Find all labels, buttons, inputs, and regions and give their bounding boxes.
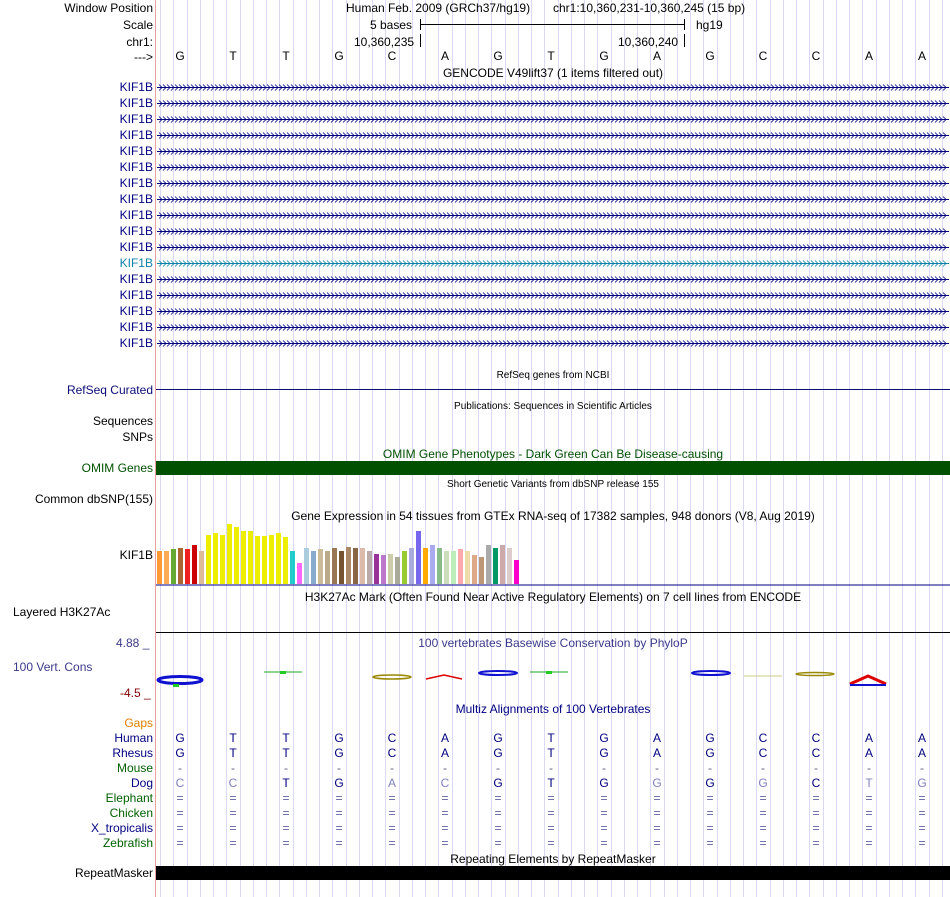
alignment-base: = <box>918 791 926 805</box>
alignment-base: - <box>178 761 182 775</box>
gtex-tissue-bar[interactable] <box>185 549 190 584</box>
alignment-base: C <box>758 746 768 760</box>
phylop-logo-area[interactable] <box>156 664 950 694</box>
gencode-transcript[interactable] <box>157 275 949 284</box>
strand-label: ---> <box>134 50 153 64</box>
alignment-base: = <box>547 821 555 835</box>
alignment-base: - <box>867 761 871 775</box>
alignment-base: = <box>282 821 290 835</box>
assembly-name: Human Feb. 2009 (GRCh37/hg19) <box>346 1 531 15</box>
alignment-base: = <box>865 836 873 850</box>
alignment-base: A <box>917 731 926 745</box>
gtex-tissue-bar[interactable] <box>283 537 288 584</box>
base-letter: A <box>652 49 661 63</box>
gencode-transcript[interactable] <box>157 307 949 316</box>
alignment-base: = <box>918 836 926 850</box>
alignment-base: - <box>549 761 553 775</box>
alignment-base: T <box>865 776 873 790</box>
alignment-base: G <box>175 731 185 745</box>
gencode-gene-label[interactable]: KIF1B <box>119 208 153 222</box>
gencode-gene-label[interactable]: KIF1B <box>119 176 153 190</box>
publications-track-title[interactable]: Publications: Sequences in Scientific Articles <box>454 401 652 412</box>
alignment-base: - <box>814 761 818 775</box>
gtex-tissue-bar[interactable] <box>451 551 456 584</box>
gencode-gene-label[interactable]: KIF1B <box>119 288 153 302</box>
alignment-base: T <box>229 731 237 745</box>
gtex-tissue-bar[interactable] <box>514 560 519 584</box>
alignment-base: A <box>387 776 396 790</box>
alignment-base: G <box>758 776 768 790</box>
gtex-tissue-bar[interactable] <box>178 548 183 584</box>
gtex-tissue-bar[interactable] <box>374 554 379 584</box>
alignment-base: = <box>176 806 184 820</box>
gencode-gene-label[interactable]: KIF1B <box>119 80 153 94</box>
alignment-base: G <box>334 746 344 760</box>
alignment-base: = <box>335 836 343 850</box>
alignment-base: = <box>600 836 608 850</box>
alignment-base: A <box>440 746 449 760</box>
base-letter: T <box>547 49 555 63</box>
alignment-base: G <box>652 776 662 790</box>
multiz-gaps-label[interactable]: Gaps <box>124 716 153 730</box>
alignment-base: G <box>493 746 503 760</box>
position-range[interactable]: chr1:10,360,231-10,360,245 (15 bp) <box>553 1 746 15</box>
gtex-tissue-bar[interactable] <box>192 545 197 584</box>
gtex-tissue-bar[interactable] <box>157 551 162 584</box>
scale-bar-line <box>420 24 685 25</box>
scale-bar-right-tick <box>684 19 685 30</box>
phylop-logo-a-pos6 <box>426 675 462 679</box>
base-letter: A <box>440 49 449 63</box>
alignment-base: T <box>547 776 555 790</box>
gencode-transcript[interactable] <box>157 323 949 332</box>
base-letter: G <box>705 49 715 63</box>
gtex-tissue-bar[interactable] <box>255 536 260 584</box>
multiz-species-label[interactable]: Human <box>114 731 153 745</box>
chrom-label: chr1: <box>126 35 153 49</box>
alignment-base: = <box>494 821 502 835</box>
gtex-tissue-bar[interactable] <box>262 536 267 584</box>
gtex-tissue-bar[interactable] <box>241 531 246 584</box>
alignment-base: = <box>494 806 502 820</box>
alignment-base: C <box>758 731 768 745</box>
gencode-transcript[interactable] <box>157 195 949 204</box>
gtex-tissue-bar[interactable] <box>304 548 309 584</box>
gtex-tissue-bar[interactable] <box>248 531 253 584</box>
gtex-tissue-bar[interactable] <box>402 551 407 584</box>
alignment-base: = <box>494 791 502 805</box>
phylop-track-label[interactable]: 100 Vert. Cons <box>13 660 93 674</box>
alignment-base: = <box>494 836 502 850</box>
gtex-tissue-bar[interactable] <box>234 527 239 584</box>
alignment-base: - <box>390 761 394 775</box>
alignment-base: - <box>496 761 500 775</box>
alignment-base: = <box>706 791 714 805</box>
gtex-tissue-bar[interactable] <box>430 545 435 584</box>
gtex-chart[interactable] <box>156 523 950 586</box>
gtex-tissue-bar[interactable] <box>381 555 386 584</box>
dbsnp-track-title[interactable]: Short Genetic Variants from dbSNP release 155 <box>447 479 659 490</box>
gencode-gene-label[interactable]: KIF1B <box>119 112 153 126</box>
alignment-base: G <box>705 746 715 760</box>
gencode-gene-label[interactable]: KIF1B <box>119 240 153 254</box>
gtex-tissue-bar[interactable] <box>346 547 351 584</box>
alignment-base: = <box>759 806 767 820</box>
gencode-gene-label[interactable]: KIF1B <box>119 96 153 110</box>
refseq-track-title[interactable]: RefSeq genes from NCBI <box>496 370 610 381</box>
gtex-bar-chart[interactable] <box>156 523 950 586</box>
alignment-base: - <box>337 761 341 775</box>
omim-track-label[interactable]: OMIM Genes <box>81 461 153 475</box>
multiz-species-label[interactable]: Zebrafish <box>102 836 153 850</box>
alignment-base: = <box>441 806 449 820</box>
phylop-logo-c-pos13 <box>796 673 834 676</box>
phylop-y-min: -4.5 _ <box>120 686 151 700</box>
h3k27ac-track-title[interactable]: H3K27Ac Mark (Often Found Near Active Regulatory Elements) on 7 cell lines from ENCODE <box>304 590 802 604</box>
alignment-base: = <box>176 791 184 805</box>
alignment-base: A <box>917 746 926 760</box>
coord-tick-right <box>684 34 685 47</box>
gtex-tissue-bar[interactable] <box>213 533 218 584</box>
alignment-base: = <box>653 836 661 850</box>
gencode-transcript[interactable] <box>157 259 949 268</box>
alignment-base: = <box>600 791 608 805</box>
coord-label-right: 10,360,240 <box>618 35 679 49</box>
gtex-tissue-bar[interactable] <box>171 549 176 584</box>
alignment-base: G <box>599 746 609 760</box>
gencode-gene-label[interactable]: KIF1B <box>119 128 153 142</box>
gencode-transcript[interactable] <box>157 83 949 92</box>
alignment-base: G <box>493 776 503 790</box>
alignment-base: A <box>652 731 661 745</box>
alignment-base: T <box>282 776 290 790</box>
gencode-transcript[interactable] <box>157 131 949 140</box>
gtex-tissue-bar[interactable] <box>437 548 442 584</box>
gtex-track-title[interactable]: Gene Expression in 54 tissues from GTEx RNA-seq of 17382 samples, 948 donors (V8, Aug 2019) <box>291 509 815 523</box>
multiz-species-label[interactable]: Mouse <box>116 761 153 775</box>
alignment-base: = <box>335 821 343 835</box>
alignment-base: C <box>228 776 238 790</box>
alignment-base: = <box>335 791 343 805</box>
gencode-transcript[interactable] <box>157 115 949 124</box>
publications-track-label[interactable]: Sequences <box>92 414 153 428</box>
base-letter: A <box>864 49 873 63</box>
gencode-transcript[interactable] <box>157 179 949 188</box>
phylop-logo-g-pos7 <box>479 671 517 675</box>
gencode-gene-label[interactable]: KIF1B <box>119 272 153 286</box>
alignment-base: = <box>653 806 661 820</box>
alignment-base: = <box>176 836 184 850</box>
gtex-tissue-bar[interactable] <box>360 548 365 584</box>
gtex-tissue-bar[interactable] <box>367 551 372 584</box>
multiz-track-title[interactable]: Multiz Alignments of 100 Vertebrates <box>455 702 651 716</box>
alignment-base: = <box>865 791 873 805</box>
gencode-transcript[interactable] <box>157 227 949 236</box>
gtex-tissue-bar[interactable] <box>472 555 477 584</box>
alignment-base: = <box>388 806 396 820</box>
gtex-tissue-bar[interactable] <box>465 551 470 584</box>
gtex-tissue-bar[interactable] <box>325 551 330 584</box>
alignment-base: - <box>655 761 659 775</box>
base-letter: T <box>282 49 290 63</box>
alignment-base: = <box>388 821 396 835</box>
alignment-base: = <box>282 836 290 850</box>
gencode-gene-label[interactable]: KIF1B <box>119 336 153 350</box>
alignment-base: C <box>175 776 185 790</box>
alignment-base: C <box>387 731 397 745</box>
alignment-base: = <box>706 806 714 820</box>
scale-bar-left-tick <box>420 19 421 30</box>
alignment-base: G <box>493 731 503 745</box>
gtex-tissue-bar[interactable] <box>353 548 358 584</box>
gtex-tissue-bar[interactable] <box>318 549 323 584</box>
base-letter: A <box>917 49 926 63</box>
gtex-tissue-bar[interactable] <box>416 531 421 584</box>
scale-label: Scale <box>122 18 153 32</box>
gtex-tissue-bar[interactable] <box>332 548 337 584</box>
gtex-tissue-bar[interactable] <box>164 551 169 584</box>
alignment-base: = <box>918 821 926 835</box>
scale-assembly: hg19 <box>696 18 723 32</box>
gtex-tissue-bar[interactable] <box>276 533 281 584</box>
gtex-tissue-bar[interactable] <box>409 548 414 584</box>
coord-tick-left <box>420 34 421 47</box>
window-position-label: Window Position <box>64 1 153 15</box>
alignment-base: = <box>282 791 290 805</box>
gtex-tissue-bar[interactable] <box>269 535 274 584</box>
alignment-base: = <box>865 806 873 820</box>
gencode-gene-label[interactable]: KIF1B <box>119 160 153 174</box>
gencode-gene-label[interactable]: KIF1B <box>119 144 153 158</box>
alignment-base: = <box>759 791 767 805</box>
alignment-base: = <box>812 806 820 820</box>
gtex-tissue-bar[interactable] <box>311 551 316 584</box>
dbsnp-track-label[interactable]: Common dbSNP(155) <box>34 492 153 506</box>
base-letter: G <box>599 49 609 63</box>
alignment-base: T <box>229 746 237 760</box>
alignment-base: = <box>600 821 608 835</box>
alignment-base: T <box>547 746 555 760</box>
gtex-tissue-bar[interactable] <box>507 548 512 584</box>
alignment-base: = <box>812 836 820 850</box>
gtex-tissue-bar[interactable] <box>388 554 393 584</box>
base-letter: G <box>175 49 185 63</box>
gtex-tissue-bar[interactable] <box>479 557 484 584</box>
alignment-base: - <box>284 761 288 775</box>
gtex-tissue-bar[interactable] <box>458 549 463 584</box>
repeatmasker-track-title[interactable]: Repeating Elements by RepeatMasker <box>450 852 656 866</box>
alignment-base: = <box>812 791 820 805</box>
alignment-base: A <box>440 731 449 745</box>
alignment-base: = <box>229 836 237 850</box>
alignment-base: G <box>334 731 344 745</box>
gtex-tissue-bar[interactable] <box>339 551 344 584</box>
base-letter: T <box>229 49 237 63</box>
alignment-base: G <box>334 776 344 790</box>
alignment-base: G <box>705 776 715 790</box>
phylop-logo-t-pos8 <box>530 671 568 674</box>
alignment-base: = <box>229 806 237 820</box>
alignment-base: C <box>387 746 397 760</box>
h3k27ac-baseline <box>156 632 950 633</box>
refseq-track-label[interactable]: RefSeq Curated <box>66 383 153 397</box>
alignment-base: C <box>440 776 450 790</box>
alignment-base: = <box>547 806 555 820</box>
base-letter: C <box>387 49 397 63</box>
phylop-y-max: 4.88 _ <box>116 636 150 650</box>
alignment-base: G <box>705 731 715 745</box>
phylop-logo-t-pos3 <box>264 671 302 674</box>
alignment-base: = <box>600 806 608 820</box>
alignment-base: = <box>176 821 184 835</box>
gtex-tissue-bar[interactable] <box>199 551 204 584</box>
gtex-tissue-bar[interactable] <box>206 535 211 584</box>
h3k27ac-track-label[interactable]: Layered H3K27Ac <box>13 605 111 619</box>
alignment-base: = <box>388 836 396 850</box>
alignment-base: T <box>282 746 290 760</box>
alignment-base: = <box>547 791 555 805</box>
coord-label-left: 10,360,235 <box>354 35 415 49</box>
multiz-species-label[interactable]: X_tropicalis <box>90 821 153 835</box>
gtex-tissue-bar[interactable] <box>444 551 449 584</box>
scale-bar-text: 5 bases <box>370 18 413 32</box>
gtex-tissue-bar[interactable] <box>486 545 491 584</box>
phylop-logo-a-pos14 <box>850 676 886 685</box>
alignment-base: = <box>282 806 290 820</box>
gencode-gene-label[interactable]: KIF1B <box>119 320 153 334</box>
phylop-logo-svg <box>156 664 950 694</box>
refseq-gene-line[interactable] <box>156 389 950 390</box>
gencode-transcript[interactable] <box>157 211 949 220</box>
gtex-tissue-bar[interactable] <box>493 548 498 584</box>
alignment-base: = <box>441 791 449 805</box>
gencode-gene-label[interactable]: KIF1B <box>119 304 153 318</box>
alignment-base: = <box>812 821 820 835</box>
alignment-base: = <box>918 806 926 820</box>
gtex-tissue-bar[interactable] <box>395 557 400 584</box>
gtex-tissue-bar[interactable] <box>227 524 232 584</box>
base-letter: C <box>758 49 768 63</box>
alignment-base: G <box>175 746 185 760</box>
alignment-base: = <box>335 806 343 820</box>
gencode-gene-label[interactable]: KIF1B <box>119 256 153 270</box>
omim-track-title[interactable]: OMIM Gene Phenotypes - Dark Green Can Be Disease-causing <box>382 447 724 461</box>
alignment-base: = <box>865 821 873 835</box>
multiz-species-label[interactable]: Dog <box>130 776 153 790</box>
alignment-base: A <box>864 731 873 745</box>
phylop-logo-g-pos1 <box>158 677 202 688</box>
alignment-base: - <box>920 761 924 775</box>
alignment-base: T <box>547 731 555 745</box>
alignment-base: = <box>759 836 767 850</box>
snps-track-label[interactable]: SNPs <box>122 430 153 444</box>
alignment-base: = <box>653 791 661 805</box>
multiz-species-label[interactable]: Rhesus <box>112 746 153 760</box>
repeatmasker-track-label[interactable]: RepeatMasker <box>74 866 153 880</box>
alignment-base: G <box>599 731 609 745</box>
alignment-base: = <box>441 821 449 835</box>
gtex-tissue-bar[interactable] <box>290 551 295 584</box>
alignment-base: - <box>443 761 447 775</box>
alignment-base: = <box>229 791 237 805</box>
alignment-base: - <box>602 761 606 775</box>
alignment-base: - <box>761 761 765 775</box>
gencode-transcript[interactable] <box>157 339 949 348</box>
alignment-base: = <box>441 836 449 850</box>
base-letter: G <box>493 49 503 63</box>
alignment-base: = <box>706 836 714 850</box>
gencode-gene-label[interactable]: KIF1B <box>119 192 153 206</box>
alignment-base: G <box>599 776 609 790</box>
gtex-gene-label[interactable]: KIF1B <box>119 548 153 562</box>
alignment-base: = <box>547 836 555 850</box>
phylop-logo-c-pos5 <box>373 675 411 679</box>
gtex-tissue-bar[interactable] <box>423 548 428 584</box>
alignment-base: = <box>388 791 396 805</box>
gencode-transcript[interactable] <box>157 163 949 172</box>
multiz-species-label[interactable]: Chicken <box>109 806 153 820</box>
gencode-transcript[interactable] <box>157 147 949 156</box>
multiz-species-label[interactable]: Elephant <box>105 791 153 805</box>
alignment-base: = <box>759 821 767 835</box>
gencode-track-title[interactable]: GENCODE V49lift37 (1 items filtered out) <box>442 66 664 80</box>
gencode-transcript[interactable] <box>157 291 949 300</box>
phylop-track-title[interactable]: 100 vertebrates Basewise Conservation by PhyloP <box>418 636 688 650</box>
gtex-tissue-bar[interactable] <box>500 545 505 584</box>
alignment-base: C <box>811 746 821 760</box>
alignment-base: C <box>811 776 821 790</box>
alignment-base: - <box>708 761 712 775</box>
base-letter: C <box>811 49 821 63</box>
alignment-base: A <box>864 746 873 760</box>
repeatmasker-feature-bar[interactable] <box>156 866 950 880</box>
gtex-tissue-bar[interactable] <box>297 563 302 584</box>
gencode-transcript[interactable] <box>157 243 949 252</box>
alignment-base: = <box>229 821 237 835</box>
gencode-transcript[interactable] <box>157 99 949 108</box>
omim-feature-bar[interactable] <box>156 461 950 475</box>
gencode-gene-label[interactable]: KIF1B <box>119 224 153 238</box>
alignment-base: = <box>653 821 661 835</box>
alignment-base: = <box>706 821 714 835</box>
phylop-logo-g-pos11 <box>692 671 730 675</box>
alignment-base: - <box>231 761 235 775</box>
base-letter: G <box>334 49 344 63</box>
alignment-base: G <box>917 776 927 790</box>
alignment-base: A <box>652 746 661 760</box>
gtex-tissue-bar[interactable] <box>220 535 225 584</box>
alignment-base: T <box>282 731 290 745</box>
alignment-base: C <box>811 731 821 745</box>
